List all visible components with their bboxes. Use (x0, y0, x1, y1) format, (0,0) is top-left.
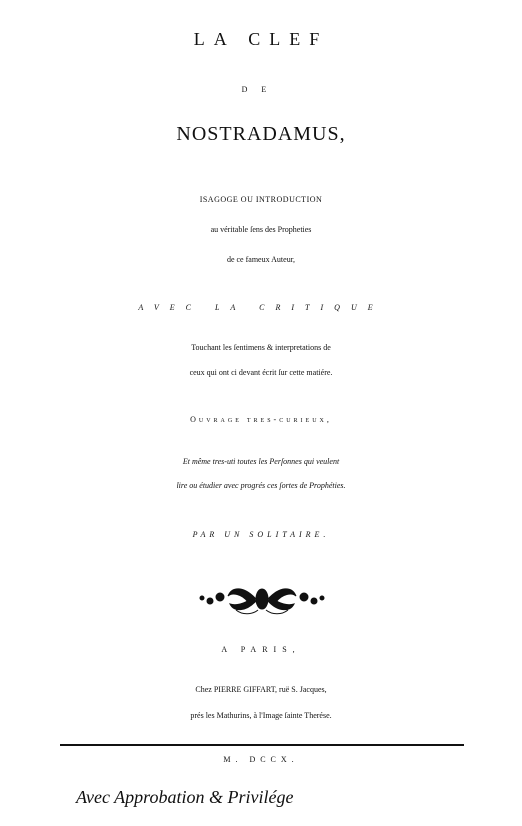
fleuron-ornament-icon (196, 582, 328, 616)
critique-line-1: Touchant les ſentimens & interpretations de (191, 343, 331, 352)
approbation-privilege: Avec Approbation & Privilége (76, 787, 294, 807)
subtitle-line-3: de ce fameux Auteur, (226, 255, 296, 264)
ouvrage-tres-curieux: Ouvrage tres-curieux, (190, 415, 332, 424)
author-line: PAR UN SOLITAIRE. (192, 530, 330, 539)
useful-note-line-2: lire ou étudier avec progrés ces ſortes de Prophéties. (176, 481, 346, 490)
imprint-divider (60, 744, 464, 746)
title-line-de: DE (241, 85, 281, 94)
critique-line-2: ceux qui ont ci devant écrit ſur cette matiére. (189, 368, 333, 377)
useful-note-line-1: Et même tres-uti toutes les Perſonnes qui veulent (182, 457, 340, 466)
subtitle-line-2: au véritable ſens des Propheties (210, 225, 312, 234)
title-line-la-clef: LA CLEF (193, 29, 329, 49)
avec-la-critique: AVEC LA CRITIQUE (138, 303, 384, 312)
imprint-publisher: Chez PIERRE GIFFART, ruë S. Jacques, (195, 685, 327, 694)
imprint-address: prés les Mathurins, à l'Image ſainte Therése. (190, 711, 332, 720)
imprint-city: A PARIS, (221, 645, 301, 654)
subtitle-isagoge: ISAGOGE OU INTRODUCTION (199, 195, 323, 204)
title-line-nostradamus: NOSTRADAMUS, (176, 123, 346, 145)
imprint-year: M. DCCX. (223, 755, 299, 764)
